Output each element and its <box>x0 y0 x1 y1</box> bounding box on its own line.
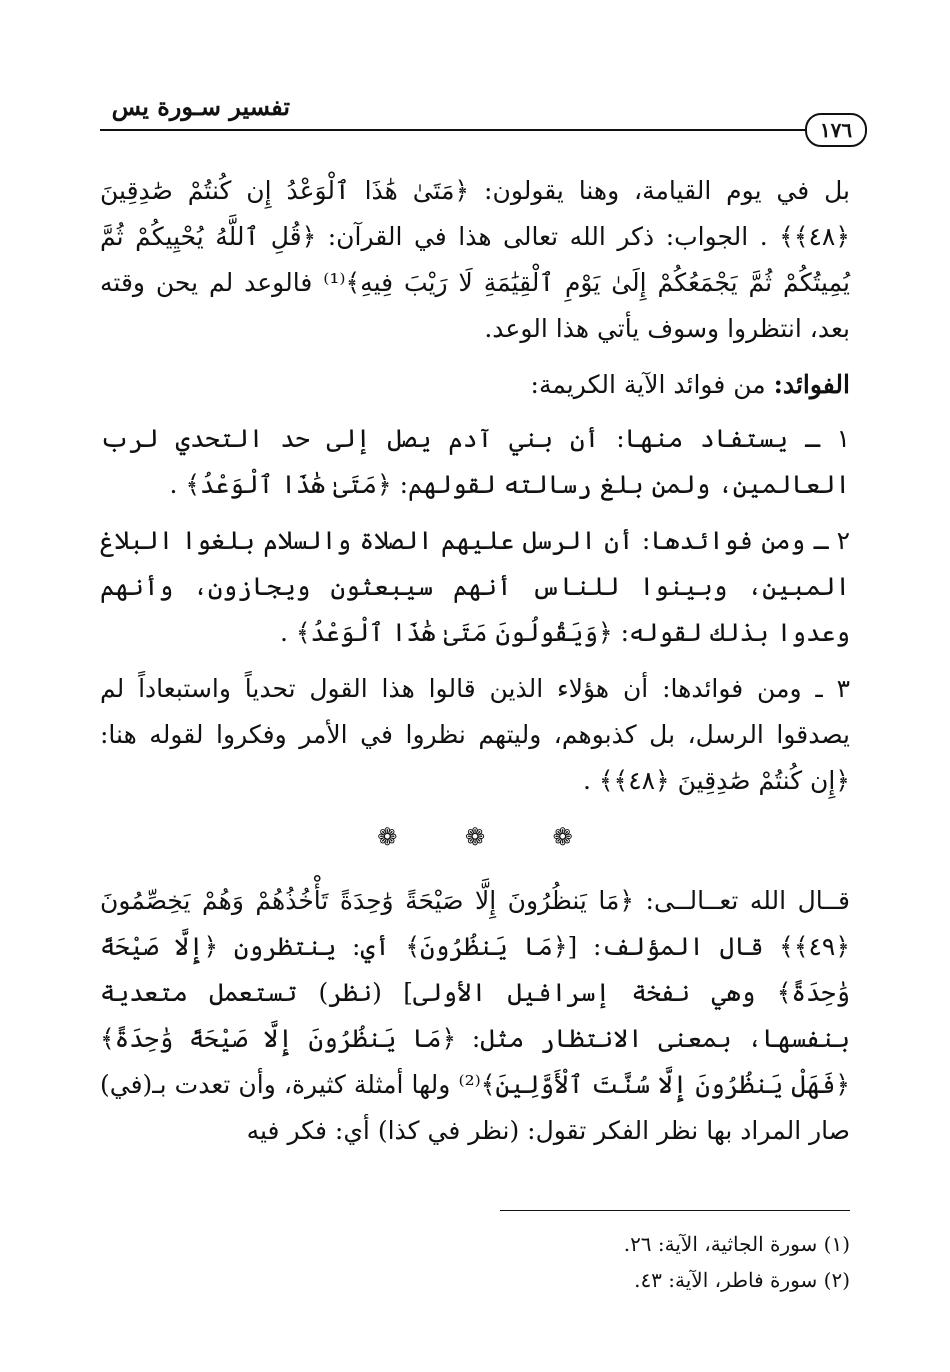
benefits-intro: من فوائد الآية الكريمة: <box>530 370 766 399</box>
benefit-item-2: ٢ ـ ومن فوائدها: أن الرسل عليهم الصلاة والسلام بلغوا البلاغ المبين، وبينوا للناس أنهم سيبعثون ويجازون، وأنهم وعدوا بذلك لقوله: ﴿وَيَقُولُونَ مَتَىٰ هَٰذَا ٱلْوَعْدُ﴾ . <box>100 526 850 647</box>
body-text <box>100 168 850 1164</box>
paragraph-intro: بل في يوم القيامة، وهنا يقولون: ﴿مَتَىٰ هَٰذَا ٱلْوَعْدُ إِن كُنتُمْ صَٰدِقِينَ ﴿٤٨﴾﴾ . الجواب: ذكر الله تعالى هذا في القرآن: ﴿قُلِ ٱللَّهُ يُحْيِيكُمْ ثُمَّ يُمِيتُكُمْ ثُمَّ يَجْمَعُكُمْ إِلَىٰ يَوْمِ ٱلْقِيَٰمَةِ لَا رَيْبَ فِيهِ﴾⁽¹⁾ فالوعد لم يحن وقته بعد، انتظروا وسوف يأتي هذا الوعد. <box>100 176 851 343</box>
page-number: ١٧٦ <box>805 113 867 147</box>
benefit-item-1: ١ ـ يستفاد منها: أن بني آدم يصل إلى حد التحدي لرب العالمين، ولمن بلغ رسالته لقولهم: ﴿مَتَىٰ هَٰذَا ٱلْوَعْدُ﴾ . <box>100 424 850 499</box>
benefits-heading <box>100 362 850 408</box>
paragraph-verse-49: قــال الله تعــالــى: ﴿مَا يَنظُرُونَ إِلَّا صَيْحَةً وَٰحِدَةً تَأْخُذُهُمْ وَهُمْ يَخِصِّمُونَ ﴿٤٩﴾﴾ قال المؤلف: [﴿مَا يَنظُرُونَ﴾ أي: ينتظرون ﴿إِلَّا صَيْحَةً وَٰحِدَةً﴾ وهي نفخة إسرافيل الأولى] (نظر) تستعمل متعدية بنفسها، بمعنى الانتظار مثل: ﴿مَا يَنظُرُونَ إِلَّا صَيْحَةً وَٰحِدَةً﴾ ﴿فَهَلْ يَنظُرُونَ إِلَّا سُنَّتَ ٱلْأَوَّلِينَ﴾⁽²⁾ ولها أمثلة كثيرة، وأن تعدت بـ(في) صار المراد بها نظر الفكر تقول: (نظر في كذا) أي: فكر فيه <box>100 886 850 1145</box>
section-ornament: ❁ ❁ ❁ <box>377 823 603 851</box>
footnotes <box>500 1226 850 1298</box>
running-title: تفسير سـورة يس <box>111 92 290 121</box>
benefit-item-3: ٣ ـ ومن فوائدها: أن هؤلاء الذين قالوا هذا القول تحدياً واستبعاداً لم يصدقوا الرسل، بل كذبوهم، وليتهم نظروا في الأمر وفكروا لقوله هنا: ﴿إِن كُنتُمْ صَٰدِقِينَ ﴿٤٨﴾﴾ . <box>100 674 850 795</box>
footnote-1: (١) سورة الجاثية، الآية: ٢٦. <box>623 1232 850 1256</box>
footnote-2: (٢) سورة فاطر، الآية: ٤٣. <box>634 1268 850 1292</box>
benefits-label: الفوائد: <box>773 370 850 399</box>
header-rule <box>100 129 805 131</box>
footnote-rule <box>500 1210 850 1211</box>
